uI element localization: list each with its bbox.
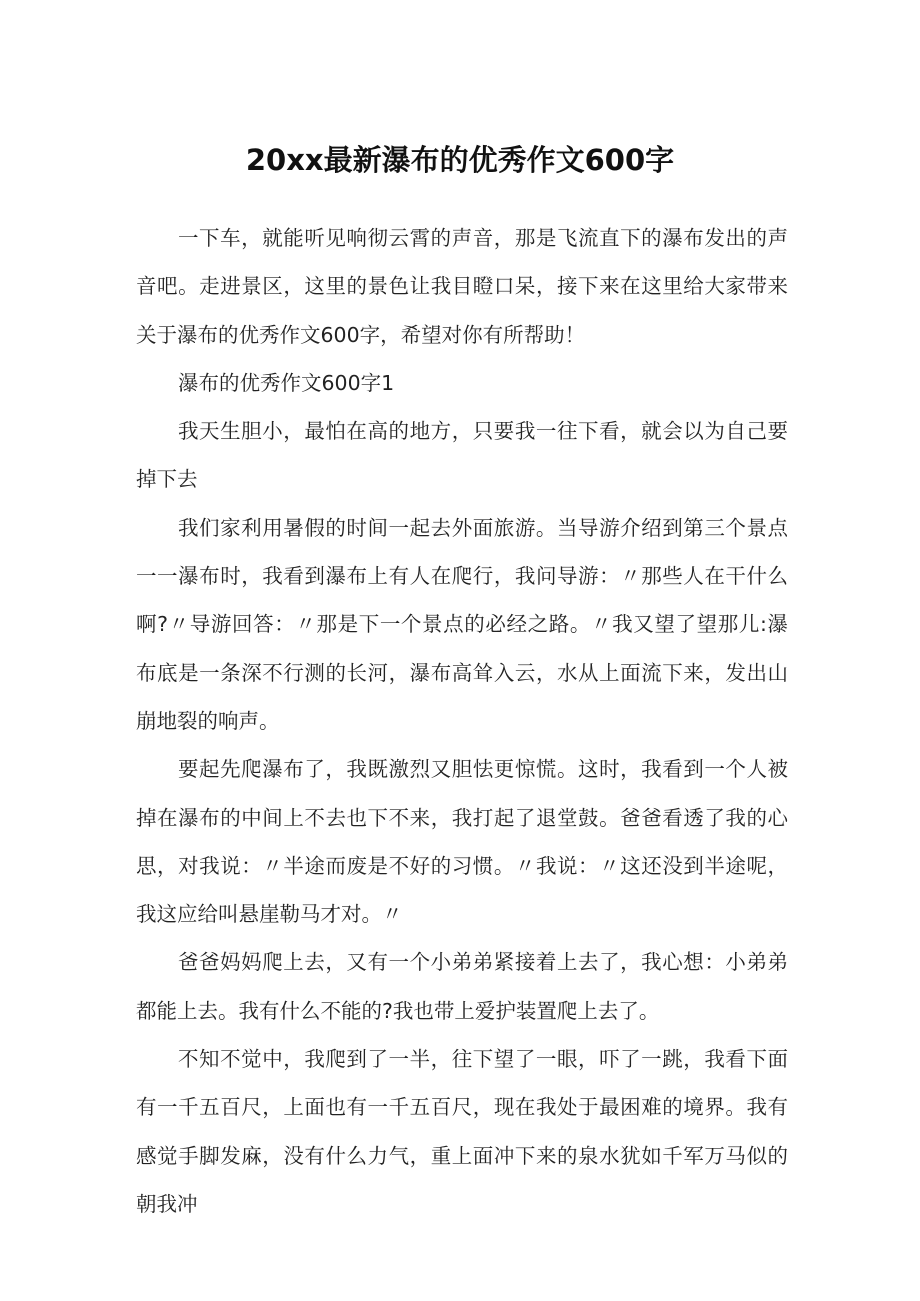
paragraph: 我们家利用暑假的时间一起去外面旅游。当导游介绍到第三个景点一一瀑布时，我看到瀑布上有人在爬行，我问导游：〃那些人在干什么啊?〃导游回答：〃那是下一个景点的必经之路。〃我又望了望那儿:瀑布底是一条深不行测的长河，瀑布高耸入云，水从上面流下来，发出山崩地裂的响声。 (136, 515, 788, 733)
paragraph-subheading: 瀑布的优秀作文600字1 (178, 370, 395, 395)
document-title: 20xx最新瀑布的优秀作文600字 (245, 143, 675, 177)
paragraph: 要起先爬瀑布了，我既激烈又胆怯更惊慌。这时，我看到一个人被掉在瀑布的中间上不去也下不来，我打起了退堂鼓。爸爸看透了我的心思，对我说：〃半途而废是不好的习惯。〃我说：〃这还没到半途呢，我这应给叫悬崖勒马才对。〃 (136, 757, 788, 927)
paragraph: 我天生胆小，最怕在高的地方，只要我一往下看，就会以为自己要掉下去 (136, 419, 788, 492)
paragraph: 不知不觉中，我爬到了一半，往下望了一眼，吓了一跳，我看下面有一千五百尺，上面也有一千五百尺，现在我处于最困难的境界。我有感觉手脚发麻，没有什么力气，重上面冲下来的泉水犹如千军万马似的朝我冲 (136, 1047, 788, 1216)
paragraph-intro: 一下车，就能听见响彻云霄的声音，那是飞流直下的瀑布发出的声音吧。走进景区，这里的景色让我目瞪口呆，接下来在这里给大家带来关于瀑布的优秀作文600字，希望对你有所帮助！ (136, 226, 788, 347)
document-body (136, 214, 788, 1228)
paragraph: 爸爸妈妈爬上去，又有一个小弟弟紧接着上去了，我心想：小弟弟都能上去。我有什么不能的?我也带上爱护装置爬上去了。 (136, 950, 788, 1023)
